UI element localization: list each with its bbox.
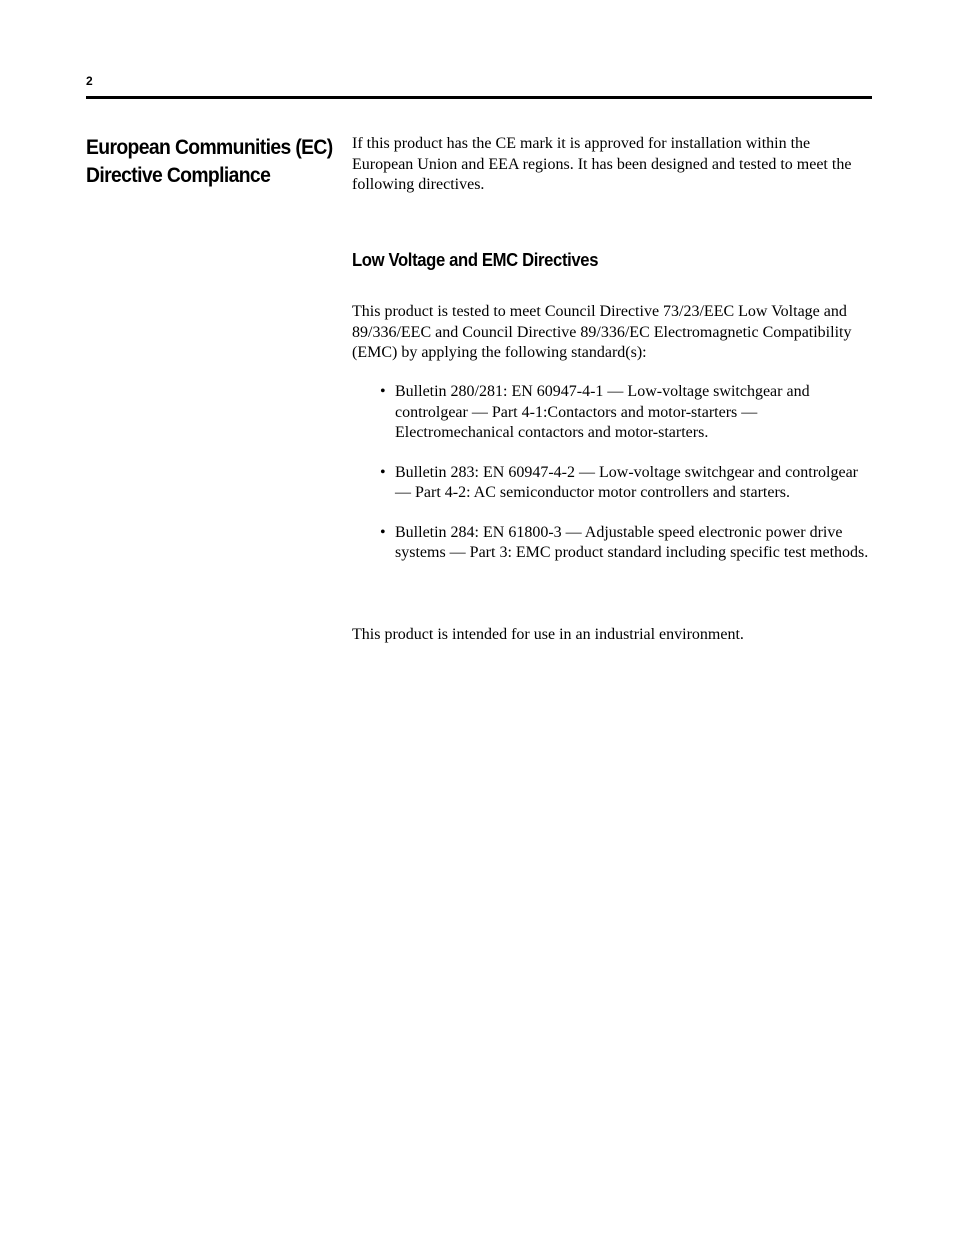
subsection-heading: Low Voltage and EMC Directives — [352, 249, 599, 270]
section-title-line-1: European Communities (EC) — [86, 135, 333, 159]
standards-list — [380, 382, 872, 583]
intro-paragraph: If this product has the CE mark it is approved for installation within the European Union and EEA regions. It has been designed and tested to meet the following directives. — [352, 135, 852, 193]
bullet-icon: • — [380, 523, 386, 541]
section-title-line-2: Directive Compliance — [86, 163, 271, 187]
list-item-text: Bulletin 283: EN 60947-4-2 — Low-voltage switchgear and controlgear — Part 4-2: AC semiconductor motor controllers and starters. — [395, 463, 858, 501]
list-item — [380, 523, 872, 564]
header-rule — [86, 96, 872, 99]
list-item — [380, 463, 872, 504]
page-number: 2 — [86, 74, 93, 88]
section-title — [86, 133, 333, 189]
bullet-icon: • — [380, 463, 386, 481]
list-item-text: Bulletin 284: EN 61800-3 — Adjustable speed electronic power drive systems — Part 3: EMC product standard including specific test methods. — [395, 523, 869, 561]
list-item-text: Bulletin 280/281: EN 60947-4-1 — Low-voltage switchgear and controlgear — Part 4-1:Contactors and motor-starters — Electromechanical contactors and motor-starters. — [395, 383, 810, 441]
directive-paragraph: This product is tested to meet Council Directive 73/23/EEC Low Voltage and 89/336/EEC and Council Directive 89/336/EC Electromagnetic Compatibility (EMC) by applying the following standard(s): — [352, 303, 852, 361]
list-item — [380, 382, 872, 444]
bullet-icon: • — [380, 383, 386, 400]
closing-paragraph: This product is intended for use in an industrial environment. — [352, 626, 744, 643]
